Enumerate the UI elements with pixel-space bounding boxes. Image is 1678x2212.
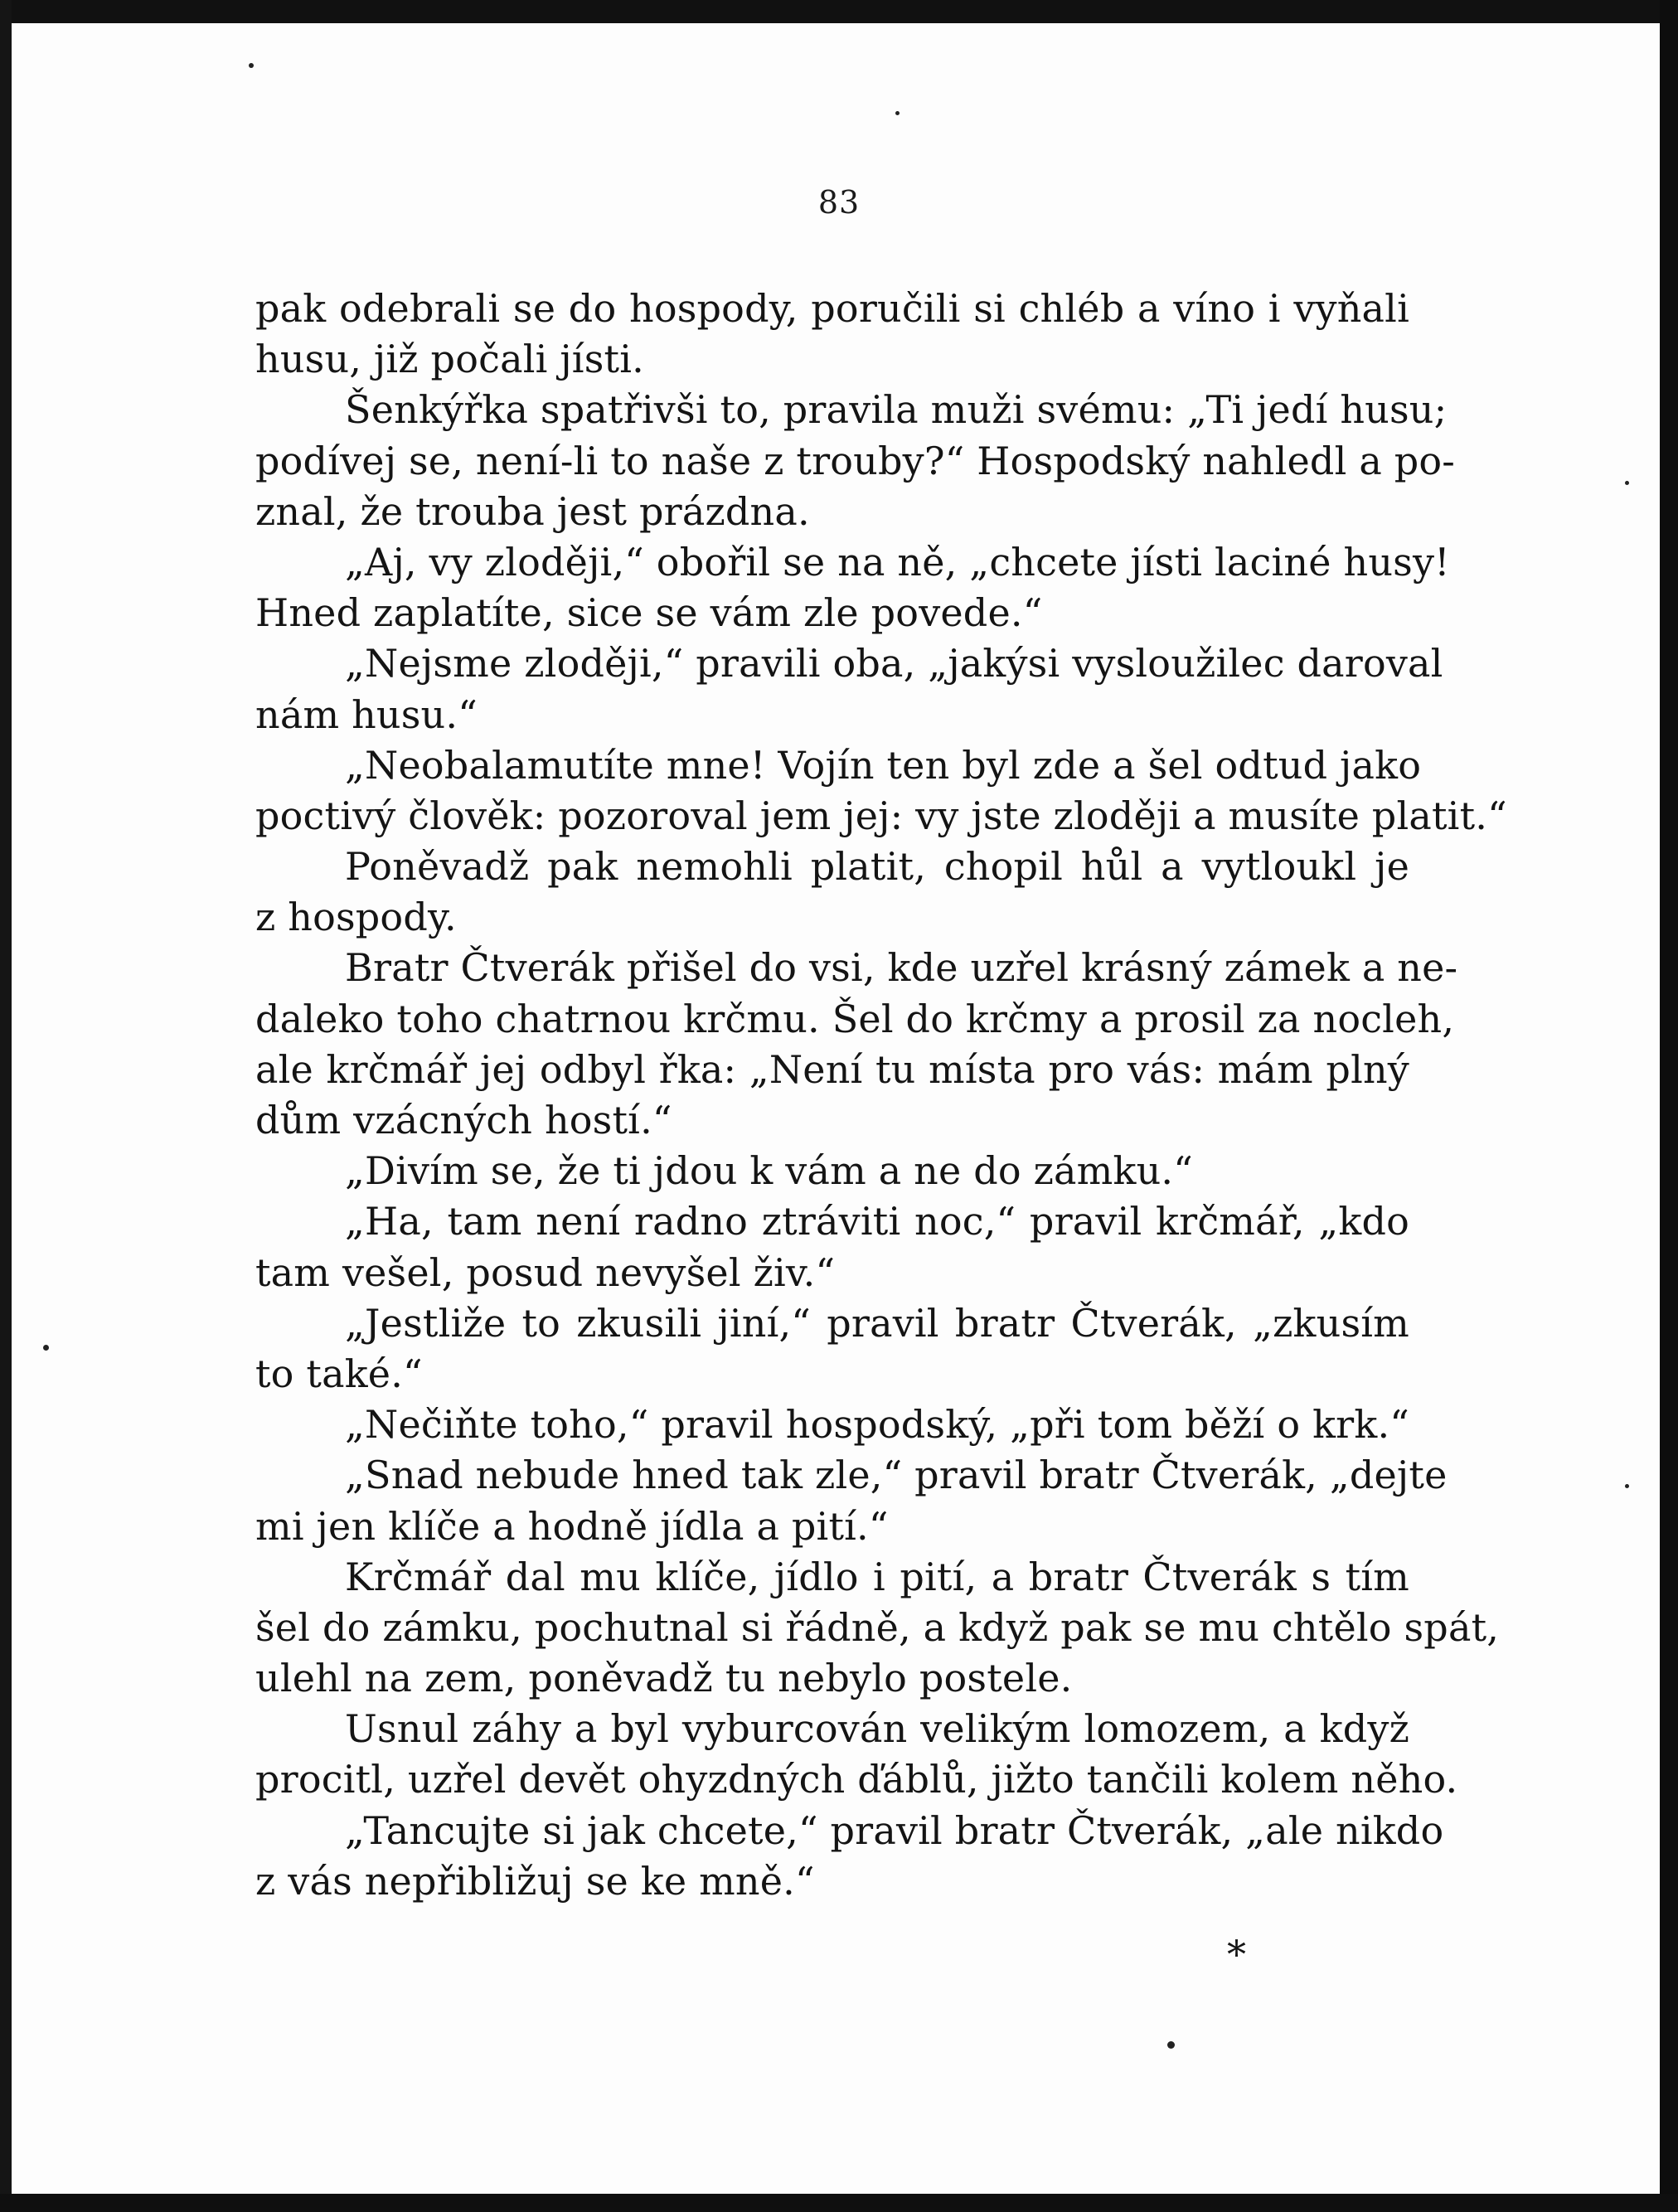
text-line: nám husu.“ bbox=[255, 691, 478, 737]
text-line: pak odebrali se do hospody, poručili si chléb a víno i vyňali bbox=[255, 286, 1409, 331]
text-line: šel do zámku, pochutnal si řádně, a když pak se mu chtělo spát, bbox=[255, 1604, 1500, 1650]
text-line: Krčmář dal mu klíče, jídlo i pití, a bratr Čtverák s tím bbox=[345, 1554, 1409, 1599]
text-line: znal, že trouba jest prázdna. bbox=[255, 488, 810, 534]
text-line: z vás nepřibližuj se ke mně.“ bbox=[255, 1858, 815, 1904]
text-line: Poněvadž pak nemohli platit, chopil hůl a vytloukl je bbox=[345, 844, 1409, 890]
text-line: „Snad nebude hned tak zle,“ pravil bratr Čtverák, „dejte bbox=[345, 1453, 1448, 1498]
section-ornament: * bbox=[1227, 1932, 1246, 1977]
text-line: tam vešel, posud nevyšel živ.“ bbox=[255, 1249, 836, 1295]
scan-speck bbox=[249, 63, 254, 68]
scan-speck bbox=[43, 1345, 49, 1351]
scan-speck bbox=[1625, 1484, 1629, 1488]
text-line: „Nečiňte toho,“ pravil hospodský, „při tom běží o krk.“ bbox=[345, 1402, 1409, 1448]
scan-border-top bbox=[0, 0, 1678, 23]
text-line: dům vzácných hostí.“ bbox=[255, 1098, 672, 1142]
scan-border-left bbox=[0, 0, 12, 2212]
text-line: „Nejsme zloději,“ pravili oba, „jakýsi vysloužilec daroval bbox=[345, 641, 1443, 686]
text-line: Usnul záhy a byl vyburcován velikým lomozem, a když bbox=[345, 1706, 1409, 1752]
text-line: podívej se, není-li to naše z trouby?“ Hospodský nahledl a po- bbox=[255, 438, 1456, 483]
scan-speck bbox=[1625, 481, 1629, 485]
text-line: daleko toho chatrnou krčmu. Šel do krčmy a prosil za nocleh, bbox=[255, 996, 1455, 1041]
text-line: Hned zaplatíte, sice se vám zle povede.“ bbox=[255, 590, 1043, 636]
text-line: „Neobalamutíte mne! Vojín ten byl zde a šel odtud jako bbox=[345, 742, 1422, 788]
text-line: „Divím se, že ti jdou k vám a ne do zámku.“ bbox=[345, 1148, 1193, 1194]
text-line: mi jen klíče a hodně jídla a pití.“ bbox=[255, 1503, 889, 1549]
page-number: 83 bbox=[817, 184, 861, 221]
text-line: Šenkýřka spatřivši to, pravila muži svému: „Ti jedí husu; bbox=[345, 387, 1448, 433]
text-line: „Ha, tam není radno ztráviti noc,“ pravil krčmář, „kdo bbox=[345, 1199, 1409, 1244]
text-line: „Aj, vy zloději,“ obořil se na ně, „chcete jísti laciné husy! bbox=[345, 539, 1450, 585]
scan-border-bottom bbox=[0, 2194, 1678, 2212]
text-line: to také.“ bbox=[255, 1351, 423, 1396]
text-line: z hospody. bbox=[255, 895, 457, 940]
text-line: „Jestliže to zkusili jiní,“ pravil bratr Čtverák, „zkusím bbox=[345, 1300, 1409, 1346]
text-line: Bratr Čtverák přišel do vsi, kde uzřel krásný zámek a ne- bbox=[345, 945, 1458, 991]
text-line: procitl, uzřel devět ohyzdných ďáblů, jižto tančili kolem něho. bbox=[255, 1757, 1458, 1802]
text-line: husu, již počali jísti. bbox=[255, 337, 644, 382]
text-line: „Tancujte si jak chcete,“ pravil bratr Čtverák, „ale nikdo bbox=[345, 1807, 1444, 1853]
text-line: poctivý člověk: pozoroval jem jej: vy jste zloději a musíte platit.“ bbox=[255, 793, 1507, 838]
scan-speck bbox=[1167, 2041, 1175, 2049]
scan-border-right bbox=[1660, 0, 1678, 2212]
text-line: ale krčmář jej odbyl řka: „Není tu místa pro vás: mám plný bbox=[255, 1046, 1409, 1092]
body-text bbox=[255, 284, 1507, 1907]
text-line: ulehl na zem, poněvadž tu nebylo postele. bbox=[255, 1656, 1073, 1701]
scan-speck bbox=[895, 111, 900, 115]
